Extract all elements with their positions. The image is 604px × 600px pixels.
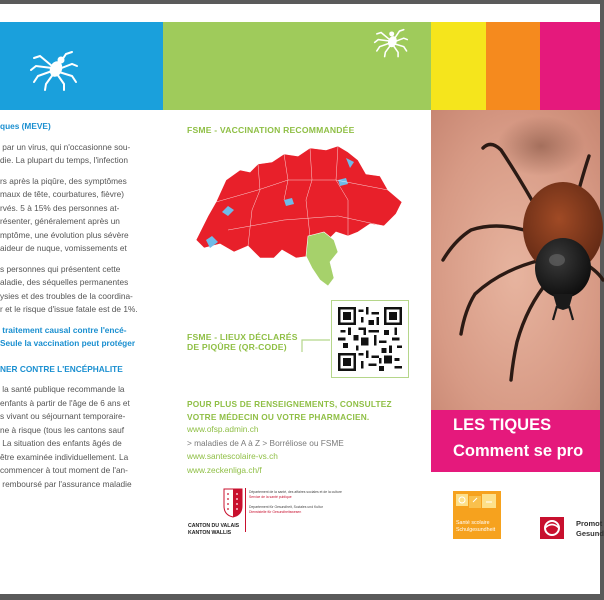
- tick-photo: [431, 110, 600, 410]
- title-banner: [431, 410, 600, 472]
- department-text: Département de la santé, des affaires sociales et de la culture Service de la santé publique Departement für Gesundheit, Soziales und Kultur Dienststelle für Gesundheitswesen: [249, 490, 342, 514]
- paragraph: rs après la piqûre, des symptômes maux de tête, courbatures, fièvre) rvés. 5 à 15% des personnes at- résenter, généralement après un mptôme, une évolution plus sévère aideur de nuque, vomissements et: [0, 175, 129, 253]
- canton-valais-coat-of-arms: [223, 488, 243, 518]
- link-zeckenliga[interactable]: www.zeckenliga.ch/f: [187, 464, 262, 475]
- paragraph-highlight: traitement causal contre l'encé- Seule la vaccination peut protéger: [0, 324, 136, 348]
- links-block: [187, 423, 344, 477]
- canton-name: CANTON DU VALAIS KANTON WALLIS: [188, 523, 240, 536]
- paragraph: s personnes qui présentent cette aladie, des séquelles permanentes ysies et des troubles de la coordina- r et le risque d'issue fatale est de 1%.: [0, 263, 138, 314]
- link-ofsp-path: > maladies de A à Z > Borréliose ou FSME: [187, 437, 344, 448]
- schoolchildren-icon: [455, 493, 499, 519]
- link-ofsp[interactable]: www.ofsp.admin.ch: [187, 424, 259, 434]
- swiss-map: [188, 140, 410, 290]
- promotion-sante-text: Promot Gesund: [576, 519, 604, 538]
- title: LES TIQUES: [453, 416, 552, 434]
- tick-icon: [371, 24, 411, 58]
- divider: [245, 488, 246, 532]
- promotion-sante-logo: [540, 517, 564, 539]
- qr-code-frame[interactable]: [331, 300, 409, 378]
- subtitle: Comment se pro: [453, 442, 584, 460]
- map-heading: FSME - VACCINATION RECOMMANDÉE: [187, 125, 355, 135]
- connector-line: [300, 334, 332, 354]
- tick-icon: [28, 44, 80, 92]
- band-blue: [0, 22, 163, 110]
- left-column-text: [0, 120, 160, 498]
- paragraph: par un virus, qui n'occasionne sou- die. La plupart du temps, l'infection: [0, 141, 131, 165]
- qr-code-icon[interactable]: [338, 307, 402, 371]
- band-pink: [540, 22, 600, 110]
- link-santescolaire[interactable]: www.santescolaire-vs.ch: [187, 451, 278, 461]
- band-orange: [486, 22, 540, 110]
- info-heading: POUR PLUS DE RENSEIGNEMENTS, CONSULTEZ VOTRE MÉDECIN OU VOTRE PHARMACIEN.: [187, 399, 392, 422]
- heading-vaccination: NER CONTRE L'ENCÉPHALITE: [0, 363, 123, 374]
- paragraph: la santé publique recommande la enfants à partir de l'âge de 6 ans et s vivant ou séjournant temporaire- ne à risque (tous les cantons sauf La situation des enfants âgés de être examinée individuellement. La commencer à tout moment de l'an- remboursé par l'assurance maladie: [0, 384, 132, 489]
- brochure-sheet: [0, 4, 604, 594]
- sante-scolaire-logo: Santé scolaire Schulgesundheit: [453, 491, 501, 539]
- band-yellow: [431, 22, 486, 110]
- heading-meve: ques (MEVE): [0, 121, 51, 131]
- qr-heading: FSME - LIEUX DÉCLARÉS DE PIQÛRE (QR-CODE): [187, 332, 298, 352]
